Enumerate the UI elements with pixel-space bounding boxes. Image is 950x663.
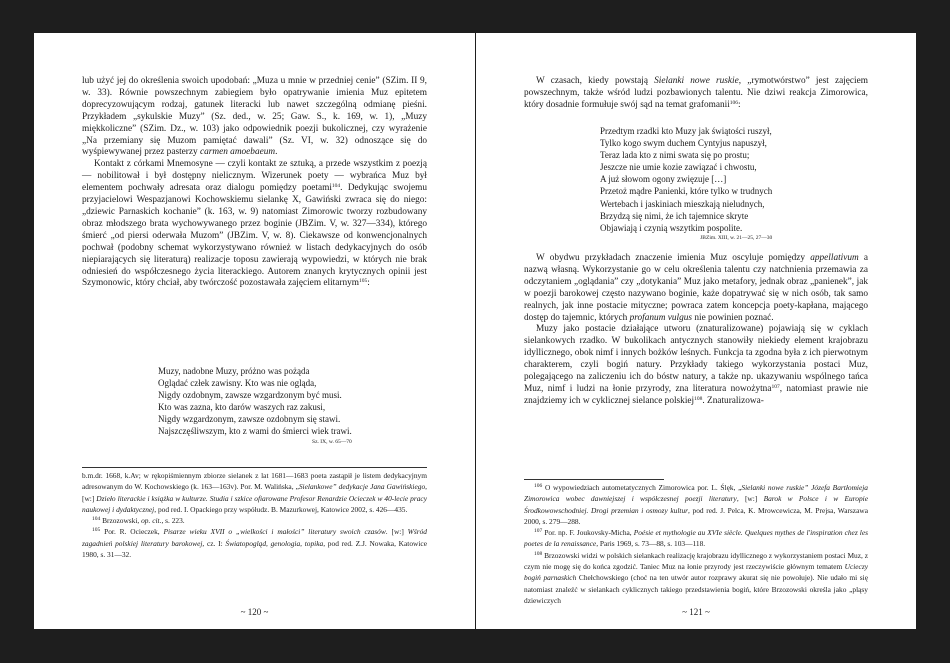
text-run: Kontakt z córkami Mnemosyne — czyli kontakt ze sztuką, a przede wszystkim z poezją — nobilitował i był dostępny nielicznym. Wizerunek poety — wybrańca Muz był elementem pochwały adresata oraz dialogu pomiędzy poetami	[82, 159, 427, 194]
text-run: Por. np. F. Joukovsky-Micha,	[542, 528, 634, 538]
right-paragraph-3	[524, 324, 868, 407]
footnote-104	[82, 515, 427, 526]
text-run: Muzy jako postacie działające utworu (znaturalizowane) pojawiają się w cyklach sielankowych rzadko. W bukolikach antycznych stanowiły niekiedy element krajobrazu idyllicznego, obok nimf i innych bożków leśnych. Funkcja ta zgodna była z ich pierwotnym charakterem, czyli bogiń natury. Przykłady takiego wykorzystania postaci Muz, polegającego na zaliczeniu ich do bóstw natury, a także np. ukazywaniu wspólnego tańca Muz, nimf i ludzi na łonie przyrody, zna literatura nowożytna	[524, 324, 868, 394]
text-run: . Dedykując swojemu przyjacielowi Wespazjanowi Kochowskiemu sielankę X, Gawiński zwraca się do niego: „dziewic Parnaskich kochanie” (k. 163, w. 9) natomiast Zimorowic tworzy rozbudowany obraz młodszego brata wychowywanego przez boginie (JBZim. V, w. 327—334), którego śmierć „od piersi oderwała Muzom” (JBZim. V, w. 8). Ciekawsze od konwencjonalnych pochwał (podobny schemat wykorzystywano również w listach dedykacyjnych do osób niepiarających się literaturą) realizacje toposu zawierają wypowiedzi, w których nie brak odniesień do współczesnego życia literackiego. Autorem znanych krytycznych opinii jest Szymonowic, który chciał, aby twórczość pozostawała zajęciem elitarnym	[82, 183, 427, 289]
text-run: lub użyć jej do określenia swoich upodobań: „Muza u mnie w przedniej cenie” (SZim. II 9, w. 33). Równie powszechnym zabiegiem było opatrywanie imienia Muz epitetem doprecyzowującym rodzaj, gatunek literacki lub nawet szczególną odmianę pieśni. Przykładem „sykulskie Muzy” (Sz. ded., w. 25; Gaw. S., k. 169, w. 1), „Muzy miękkoliczne” (SZim. Dz., w. 103) jako odpowiednik poezji bukolicznej, czy wyrażenie „Na przemiany się Muzom pamiętać dawali” (Sz. VI, w. 32) odnoszące się do wyśpiewywanej przez pasterzy	[82, 76, 427, 158]
footnote-number: 104	[92, 516, 101, 523]
text-run: , pod red. J. Pelca, K. Mrowcewicza, M. Prejsa, Warszawa 2000, s. 279—288.	[524, 505, 868, 526]
verse-source: JBZim. XIII, w. 21—25, 27—30	[700, 234, 773, 241]
text-run: Chełchowskiego (choć na ten utwór autor rozprawy akurat się nie powołuje). Nie udało mi się natomiast znaleźć w sielankach cyklicznych takiego przedstawienia bogiń, które Brzozowski określa jako „pląsy dziewiczych	[524, 573, 868, 605]
text-run: W czasach, kiedy powstają	[536, 76, 655, 86]
text-run: W obydwu przykładach znaczenie imienia Muz oscyluje pomiędzy	[536, 253, 811, 263]
footnote-number: 107	[534, 528, 543, 535]
text-run: , [w:]	[736, 494, 764, 504]
footnote-number: 105	[92, 527, 101, 534]
text-run: :	[367, 278, 370, 289]
text-run: a nazwą własną. Wykorzystanie go w celu określenia talentu czy natchnienia przemawia za odczytaniem „oglądania” czy „dotykania” Muz jako metafory, jednak obraz „panienek”, jak w poezji barokowej często nazywano boginie, każe dopatrywać się w nich osób, tak samo realnych, jak inne postacie mityczne; powraca zatem koncepcja poety-kapłana, mającego dostęp do tajemnic, których	[524, 253, 869, 323]
text-run: Brzozowski widzi w polskich sielankach realizację krajobrazu idyllicznego z wykorzystaniem postaci Muz, z czym nie mogę się do końca zgodzić. Taniec Muz na łonie przyrody jest rzeczywiście głównym tematem	[524, 550, 868, 572]
left-footnotes	[82, 470, 427, 560]
text-run-italic: appellativum	[810, 253, 859, 263]
footnote-105	[82, 526, 427, 560]
verse-line: Przetoż mądre Panienki, które tylko w trudnych	[600, 186, 773, 197]
footnote-number: 106	[534, 483, 543, 489]
left-paragraph-1	[82, 76, 427, 159]
verse-line: Tylko kogo swym duchem Cyntyjus napuszył,	[600, 138, 767, 149]
left-verse-quote	[158, 365, 352, 446]
verse-line: Brzydzą się nimi, że ich tajemnice skryte	[600, 210, 749, 221]
text-run: .	[275, 147, 278, 158]
text-run: , Paris 1969, s. 73—88, s. 103—118.	[596, 539, 706, 549]
footnote-marker[interactable]: 107	[771, 383, 780, 390]
text-run: Por. R. Ocieczek,	[100, 527, 164, 537]
footnote-108	[524, 550, 868, 606]
text-run: b.m.dr. 1668, k.Av; w rękopiśmiennym zbiorze sielanek z lat 1681—1683 poeta zastąpił je listem dedykacyjnym adresowanym do W. Kochowskiego (k. 163—163v). Por. M. Walińska, „	[82, 471, 427, 492]
right-footnotes	[524, 482, 868, 606]
text-run: Brzozowski,	[100, 516, 142, 526]
right-paragraph-1	[524, 76, 868, 112]
text-run-italic: Poésie et mythologie au XVIe siècle. Quelques mythes de l'inspiration chez les poetes de la renaissance	[524, 528, 868, 549]
left-page	[34, 33, 475, 629]
text-run-italic: Sielanki nowe ruskie	[654, 76, 739, 86]
left-paragraph-2	[82, 159, 427, 290]
text-run-italic: Barok w Polsce i w Europie Środkowowschodniej. Drogi przemian i osmozy kultur	[524, 494, 868, 515]
text-run-italic: Sielankowe” dedykacje Jana Gawińskiego	[298, 482, 426, 492]
text-run: nie powinien poznać.	[692, 312, 774, 323]
text-run: , pod red. I. Opackiego przy współudz. B. Mazurkowej, Katowice 2002, s. 426—435.	[154, 504, 408, 514]
verse-source: Sz. IX, w. 65—70	[312, 438, 352, 445]
verse-line: Jeszcze nie umie kozie zawiązać i chwostu,	[600, 162, 757, 173]
text-run: , cz. I:	[202, 538, 226, 548]
footnote-marker[interactable]: 106	[729, 99, 739, 106]
text-run: . [w:]	[385, 527, 408, 537]
text-run-italic: profanum vulgus	[629, 312, 693, 323]
text-run: :	[738, 99, 741, 110]
footnote-separator	[524, 479, 664, 480]
verse-line: Przedtym rzadki kto Muzy jak świątości ruszył,	[600, 126, 772, 136]
footnote-106	[524, 482, 868, 527]
verse-line: A już słowom ogony zwięzuje […]	[600, 174, 727, 185]
text-run: , [w:]	[82, 482, 428, 503]
verse-line: Objawiają i czynią wszytkim pospolite.	[600, 222, 743, 233]
footnote-marker[interactable]: 105	[359, 278, 368, 285]
text-run-italic: Sielanki nowe ruskie” Józefa Bartłomieja Zimorowica wobec dawniejszej i współczesnej poezji literatury	[524, 483, 868, 504]
verse-line: Muzy, nadobne Muzy, próżno was pożąda	[158, 366, 310, 376]
right-verse-quote	[600, 125, 772, 242]
text-run-italic: Światopogląd, genologia, topika	[225, 538, 324, 548]
verse-line: Wertebach i jaskiniach mieszkają nieludnych,	[600, 198, 765, 209]
left-body-text	[82, 76, 427, 290]
text-run: O wypowiedziach autometatycznych Zimorowica por. L. Ślęk, „	[542, 483, 742, 492]
verse-line: Nigdy wzgardzonym, zawsze ozdobnym się stawi.	[158, 414, 341, 425]
text-run: , pod red. Z.J. Nowaka, Katowice 1980, s. 31—32.	[82, 538, 427, 560]
text-run-italic: Ucieczy bogiń parnaskich	[524, 562, 868, 583]
verse-line: Oglądać człek zawisny. Kto was nie ogląda,	[158, 378, 317, 389]
text-run: , „rymotwórstwo” jest zajęciem powszechnym, także wśród ludzi pozbawionych talentu. Nie dziwi reakcja Zimorowica, który dosadnie formułuje swój sąd na temat grafomanii	[524, 76, 868, 110]
right-body-text-top	[524, 76, 868, 112]
right-page	[476, 33, 916, 629]
footnote-continued	[82, 470, 427, 515]
text-run-italic: carmen amoebaeum	[199, 147, 276, 158]
text-run: . Znaturalizowa-	[702, 395, 764, 406]
verse-line: Teraz lada kto z nimi swata się po prostu;	[600, 150, 750, 161]
right-paragraph-2	[524, 253, 868, 324]
verse-line: Nigdy ozdobnym, zawsze wzgardzonym być musi.	[158, 390, 342, 401]
page-number: ~ 120 ~	[240, 607, 269, 617]
verse-line: Najszczęśliwszym, kto z wami do śmierci wiek trawi.	[158, 426, 352, 437]
footnote-separator	[82, 467, 427, 468]
text-run-italic: op. cit.	[141, 516, 162, 526]
right-body-text	[524, 253, 868, 408]
verse-line: Kto was zazna, kto darów waszych raz zakusi,	[158, 402, 326, 413]
text-run: , s. 223.	[161, 516, 185, 526]
footnote-marker[interactable]: 104	[331, 183, 341, 190]
text-run-italic: Wśród zagadnień polskiej literatury barokowej	[82, 527, 427, 548]
text-run: , natomiast prawie nie znajdziemy ich w cyklicznej sielance polskiej	[524, 383, 868, 406]
text-run-italic: Dzieło literackie i książka w kulturze. Studia i szkice ofiarowane Profesor Renardzie Ocieczek w 40-lecie pracy naukowej i dydaktycznej	[82, 493, 427, 514]
page-number: ~ 121 ~	[682, 607, 710, 617]
footnote-marker[interactable]: 108	[694, 395, 703, 402]
footnote-107	[524, 527, 868, 550]
text-run-italic: Pisarze wieku XVII o „wielkości i małości” literatury swoich czasów	[163, 527, 386, 537]
footnote-number: 108	[534, 550, 543, 557]
